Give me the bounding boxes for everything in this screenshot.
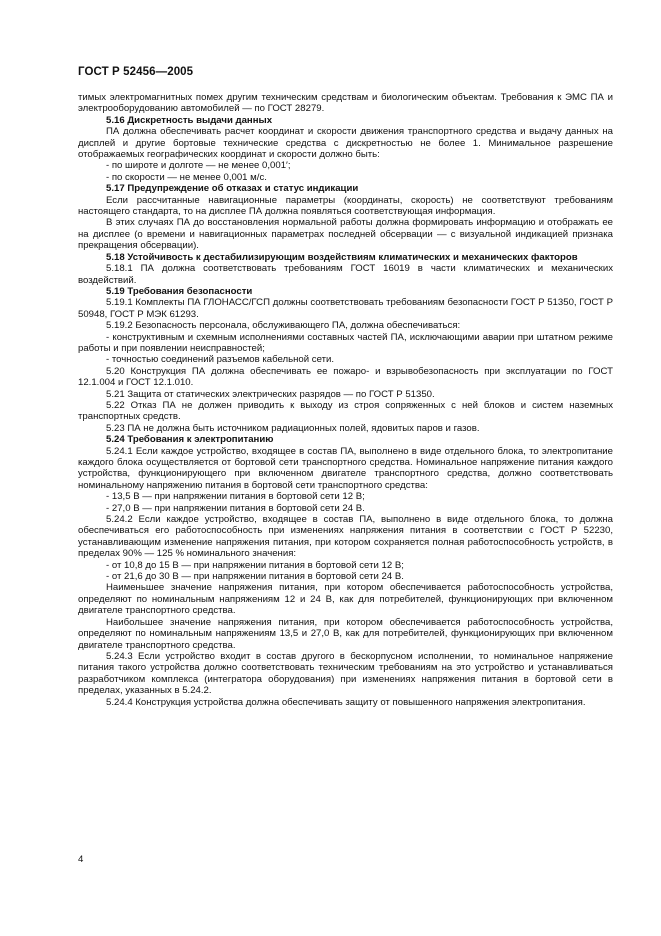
list-item: - точностью соединений разъемов кабельной сети. <box>106 354 335 366</box>
section-heading: 5.19 Требования безопасности <box>106 285 253 297</box>
paragraph: 5.23 ПА не должна быть источником радиационных полей, ядовитых паров и газов. <box>106 422 480 434</box>
paragraph: 5.19.2 Безопасность персонала, обслуживающего ПА, должна обеспечиваться: <box>106 320 461 332</box>
paragraph: тимых электромагнитных помех другим техническим средствам и биологическим объектам. Требования к ЭМС ПА и электрооборудованию автомобилей — по ГОСТ 28279. <box>78 92 613 115</box>
list-item: - 27,0 В — при напряжении питания в бортовой сети 24 В. <box>106 502 365 514</box>
paragraph: 5.18.1 ПА должна соответствовать требованиям ГОСТ 16019 в части климатических и механических воздействий. <box>78 263 613 286</box>
list-item: - 13,5 В — при напряжении питания в бортовой сети 12 В; <box>106 491 365 503</box>
paragraph: 5.20 Конструкция ПА должна обеспечивать ее пожаро- и взрывобезопасность при эксплуатации по ГОСТ 12.1.004 и ГОСТ 12.1.010. <box>78 365 613 389</box>
section-heading: 5.18 Устойчивость к дестабилизирующим воздействиям климатических и механических факторов <box>106 251 578 263</box>
paragraph: 5.24.2 Если каждое устройство, входящее в состав ПА, выполнено в виде отдельного блока, то должна обеспечиваться его работоспособность при изменениях напряжения питания в соответствии с ГОСТ Р 52230, устанавливающим изменение напряжения питания, при котором сохраняется полная работоспособность устройств, в пределах 90% — 125 % номинального значения: <box>78 514 613 560</box>
document-header: ГОСТ Р 52456—2005 <box>78 66 194 78</box>
paragraph: 5.24.3 Если устройство входит в состав другого в бескорпусном исполнении, то номинальное напряжение питания такого устройства должно соответствовать техническим требованиям на это устройство и устанавливаться разработчиком комплекса (интегратора оборудования) при изменениях напряжения питания в бортовой сети в пределах, указанных в 5.24.2. <box>78 650 613 697</box>
page-number: 4 <box>78 854 84 865</box>
section-heading: 5.24 Требования к электропитанию <box>106 434 274 446</box>
document-body <box>78 92 613 708</box>
paragraph: 5.21 Защита от статических электрических разрядов — по ГОСТ Р 51350. <box>106 388 435 400</box>
paragraph: 5.24.1 Если каждое устройство, входящее в состав ПА, выполнено в виде отдельного блока, то электропитание каждого блока осуществляется от бортовой сети транспортного средства. Номинальное напряжение питания каждого устройства, функционирующего при включенном двигателе транспортного средства, должно соответствовать номинальному напряжению питания в бортовой сети транспортного средства: <box>78 445 613 491</box>
list-item: - по скорости — не менее 0,001 м/с. <box>106 171 267 183</box>
section-heading: 5.16 Дискретность выдачи данных <box>106 114 273 126</box>
paragraph: 5.19.1 Комплекты ПА ГЛОНАСС/ГСП должны соответствовать требованиям безопасности ГОСТ Р 51350, ГОСТ Р 50948, ГОСТ Р МЭК 61293. <box>78 297 613 320</box>
paragraph: Наибольшее значение напряжения питания, при котором обеспечивается работоспособность устройства, определяют по номинальным напряжениям 13,5 и 27,0 В, как для потребителей, функционирующих при включенном двигателе транспортного средства. <box>78 616 613 651</box>
paragraph: 5.24.4 Конструкция устройства должна обеспечивать защиту от повышенного напряжения электропитания. <box>106 696 586 708</box>
list-item: - от 10,8 до 15 В — при напряжении питания в бортовой сети 12 В; <box>106 559 404 571</box>
paragraph: Наименьшее значение напряжения питания, при котором обеспечивается работоспособность устройства, определяют по номинальным напряжениям 12 и 24 В, как для потребителей, функционирующих при включенном двигателе транспортного средства. <box>78 582 613 617</box>
section-heading: 5.17 Предупреждение об отказах и статус индикации <box>106 183 359 195</box>
list-item: - конструктивным и схемным исполнениями составных частей ПА, исключающими аварии при штатном режиме работы и при появлении неисправностей; <box>78 331 613 354</box>
list-item: - от 21,6 до 30 В — при напряжении питания в бортовой сети 24 В. <box>106 571 404 583</box>
paragraph: В этих случаях ПА до восстановления нормальной работы должна формировать информацию и отображать ее на дисплее (о времени и навигационных параметрах последней обсервации — с визуальной индикацией признака прекращения обсервации). <box>78 217 613 252</box>
list-item: - по широте и долготе — не менее 0,001′; <box>106 160 291 172</box>
paragraph: Если рассчитанные навигационные параметры (координаты, скорость) не соответствуют требованиям настоящего стандарта, то на дисплее ПА должна появляться соответствующая информация. <box>78 194 613 218</box>
paragraph: ПА должна обеспечивать расчет координат и скорости движения транспортного средства и выдачу данных на дисплей и другие бортовые технические средства с дискретностью не более 1. Минимальное разрешение отображаемых географических координат и скорости должно быть: <box>78 126 613 161</box>
paragraph: 5.22 Отказ ПА не должен приводить к выходу из строя сопряженных с ней блоков и систем наземных транспортных средств. <box>78 399 613 423</box>
